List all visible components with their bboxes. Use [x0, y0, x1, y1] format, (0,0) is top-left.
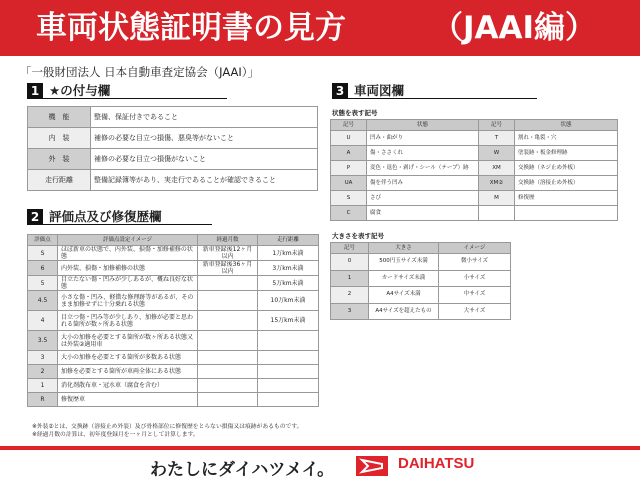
table-row — [28, 291, 319, 311]
table-cell: 1 — [331, 270, 369, 287]
daihatsu-logo-icon — [356, 456, 388, 476]
table-cell: S — [28, 246, 58, 261]
table-row — [331, 270, 511, 287]
table-cell — [258, 365, 319, 379]
table-cell: 傷・ささくれ — [367, 146, 479, 161]
table-cell: 目立つ傷・凹み等が少しあり、加修が必要と思われる箇所が数ヶ所ある状態 — [58, 311, 198, 331]
criteria-text: 整備記録簿等があり、実走行であることが確認できること — [91, 170, 318, 191]
table-cell: 変色・退色・剥げ・シール（テープ）跡 — [367, 161, 479, 176]
table-cell: P — [331, 161, 367, 176]
table-row — [331, 191, 618, 206]
column-header: 走行距離 — [258, 235, 319, 246]
slogan-logo: わたしにダイハツメイ。 — [150, 460, 335, 480]
table-cell: T — [479, 131, 515, 146]
table-cell: 6 — [28, 261, 58, 276]
table-cell: さび — [367, 191, 479, 206]
table-cell: UA — [331, 176, 367, 191]
table-cell — [258, 393, 319, 407]
table-cell — [258, 351, 319, 365]
table-cell: ほぼ新車の状態で、内外装、損傷・加修補修の状態 — [58, 246, 198, 261]
table-row — [331, 206, 618, 221]
column-header: 状態 — [367, 120, 479, 131]
table-cell: 3.5 — [28, 331, 58, 351]
table-cell — [198, 291, 258, 311]
table-cell: A — [331, 146, 367, 161]
size-symbols-table — [330, 242, 511, 320]
table-cell: 微小サイズ — [439, 254, 511, 271]
organization-name: 「一般財団法人 日本自動車査定協会（JAAI）」 — [20, 65, 260, 79]
table-row — [331, 303, 511, 320]
column-header: 記号 — [331, 120, 367, 131]
column-header: 記号 — [479, 120, 515, 131]
header-row — [331, 120, 618, 131]
table-cell: R — [28, 393, 58, 407]
table-cell: 加修を必要とする箇所が車両全体にある状態 — [58, 365, 198, 379]
table-cell: S — [331, 191, 367, 206]
table-row — [331, 146, 618, 161]
table-cell: 中サイズ — [439, 287, 511, 304]
table-cell — [198, 351, 258, 365]
table-cell: 割れ・亀裂・穴 — [515, 131, 618, 146]
column-header: 評価点 — [28, 235, 58, 246]
table-cell: 5万km未満 — [258, 276, 319, 291]
table-cell: 大小の加修を必要とする箇所が多数ある状態 — [58, 351, 198, 365]
table-cell — [198, 311, 258, 331]
table-cell: 15万km未満 — [258, 311, 319, 331]
criteria-text: 補修の必要な目立つ損傷がないこと — [91, 149, 318, 170]
table-row — [28, 246, 319, 261]
table-row — [331, 176, 618, 191]
table-cell: 傷を伴う凹み — [367, 176, 479, 191]
table-cell: 大小の加修を必要とする箇所が数ヶ所ある状態又は外装②適用車 — [58, 331, 198, 351]
table-cell: 3 — [28, 351, 58, 365]
table-row — [28, 128, 318, 149]
criteria-label: 外 装 — [28, 149, 91, 170]
table-cell: 交換跡（ネジ止め外板） — [515, 161, 618, 176]
table-cell: 新車登録後12ヶ月以内 — [198, 246, 258, 261]
table-row — [28, 149, 318, 170]
header-row — [331, 243, 511, 254]
table-cell — [198, 365, 258, 379]
table-cell: M — [479, 191, 515, 206]
header-row — [28, 235, 319, 246]
table-row — [28, 261, 319, 276]
table-cell: 消化剤散布車・冠水車（腐食を含む） — [58, 379, 198, 393]
column-header: 状態 — [515, 120, 618, 131]
page-subtitle: （JAAI編） — [432, 10, 597, 46]
table-cell: 目立たない傷・凹みが少しあるが、概ね良好な状態 — [58, 276, 198, 291]
table-cell: W — [479, 146, 515, 161]
table-cell: 修復歴 — [515, 191, 618, 206]
column-header: 評価点設定イメージ — [58, 235, 198, 246]
table-cell — [198, 331, 258, 351]
section2-heading: 2 評価点及び修復歴欄 — [27, 209, 212, 225]
table-cell: 塗装跡・板金修理跡 — [515, 146, 618, 161]
star-criteria-table — [27, 106, 318, 191]
column-header: 大きさ — [369, 243, 439, 254]
table-cell — [258, 331, 319, 351]
table-cell: 1万km未満 — [258, 246, 319, 261]
table-cell: XM — [479, 161, 515, 176]
table-cell: 2 — [28, 365, 58, 379]
table-cell — [198, 379, 258, 393]
notes: ※外装②とは、交換跡（溶接止め外装）及び骨格部位に修復歴をとらない損傷又は痕跡があるものです。 ※経過月数の計算は、初年度登録月を一ヶ月として計算します。 — [32, 424, 303, 438]
table-cell: 内外装、損傷・加修補修の状態 — [58, 261, 198, 276]
table-cell — [198, 393, 258, 407]
table-cell: C — [331, 206, 367, 221]
table-cell: A4サイズを超えたもの — [369, 303, 439, 320]
table-cell: U — [331, 131, 367, 146]
criteria-label: 走行距離 — [28, 170, 91, 191]
table-cell: 10万km未満 — [258, 291, 319, 311]
divider — [0, 446, 640, 450]
table-cell: 0 — [331, 254, 369, 271]
table-row — [28, 311, 319, 331]
table-cell: 交換跡（溶接止め外板） — [515, 176, 618, 191]
table-cell: A4サイズ未満 — [369, 287, 439, 304]
table-row — [28, 365, 319, 379]
column-header: 経過月数 — [198, 235, 258, 246]
table-row — [28, 351, 319, 365]
table-cell: 小サイズ — [439, 270, 511, 287]
size-symbols-title: 大きさを表す記号 — [332, 232, 384, 240]
table-row — [28, 393, 319, 407]
criteria-label: 機 能 — [28, 107, 91, 128]
table-cell: XM② — [479, 176, 515, 191]
page-title: 車両状態証明書の見方 — [36, 10, 346, 46]
table-cell: カードサイズ未満 — [369, 270, 439, 287]
title-banner — [0, 0, 640, 56]
table-cell — [479, 206, 515, 221]
table-cell: 1 — [28, 379, 58, 393]
table-cell: 2 — [331, 287, 369, 304]
table-row — [331, 131, 618, 146]
table-cell: 4 — [28, 311, 58, 331]
criteria-label: 内 装 — [28, 128, 91, 149]
state-symbols-table — [330, 119, 618, 221]
table-row — [28, 107, 318, 128]
table-row — [331, 161, 618, 176]
criteria-text: 補修の必要な目立つ損傷、悪臭等がないこと — [91, 128, 318, 149]
table-cell — [515, 206, 618, 221]
table-row — [331, 287, 511, 304]
table-row — [28, 331, 319, 351]
section3-heading: 3 車両図欄 — [332, 83, 537, 99]
table-cell: 3万km未満 — [258, 261, 319, 276]
table-cell: 小さな傷・凹み、軽微な修理跡等があるが、そのまま加修せずに十分乗れる状態 — [58, 291, 198, 311]
state-symbols-title: 状態を表す記号 — [332, 109, 378, 117]
table-cell: 5 — [28, 276, 58, 291]
table-row — [331, 254, 511, 271]
table-cell: 4.5 — [28, 291, 58, 311]
table-cell: 修復歴車 — [58, 393, 198, 407]
criteria-text: 整備、保証付きであること — [91, 107, 318, 128]
column-header: イメージ — [439, 243, 511, 254]
table-cell — [198, 276, 258, 291]
table-cell: 3 — [331, 303, 369, 320]
column-header: 記号 — [331, 243, 369, 254]
brand-name: DAIHATSU — [398, 455, 475, 472]
table-row — [28, 276, 319, 291]
table-cell — [258, 379, 319, 393]
table-cell: 500円玉サイズ未満 — [369, 254, 439, 271]
section1-heading: 1 ★の付与欄 — [27, 83, 227, 99]
table-row — [28, 170, 318, 191]
table-cell: 大サイズ — [439, 303, 511, 320]
table-cell: 凹み・曲がり — [367, 131, 479, 146]
rating-table — [27, 234, 319, 407]
table-cell: 新車登録後36ヶ月以内 — [198, 261, 258, 276]
table-row — [28, 379, 319, 393]
table-cell: 腐食 — [367, 206, 479, 221]
